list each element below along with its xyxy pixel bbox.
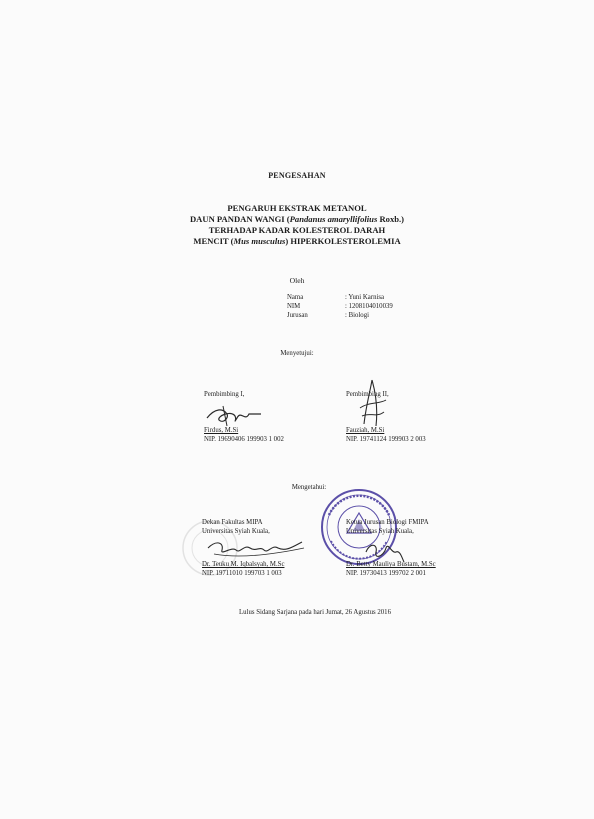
mengetahui-label: Mengetahui: (291, 484, 327, 491)
title-line-2-pre: DAUN PANDAN WANGI ( (189, 214, 290, 224)
title-line-2-post: Roxb.) (377, 214, 405, 224)
title-line-4-species: Mus musculus (233, 236, 286, 246)
advisor-1-name: Firdus, M.Si (204, 427, 239, 434)
student-name-label: Nama (287, 294, 304, 301)
student-name-value: : Yuni Karnisa (345, 294, 385, 301)
title-line-4-pre: MENCIT ( (193, 236, 234, 246)
title-line-1: PENGARUH EKSTRAK METANOL (227, 203, 367, 213)
title-line-2 (0, 214, 594, 225)
dean-university: Universitas Syiah Kuala, (202, 528, 270, 535)
advisor-2-role: Pembimbing II, (346, 391, 389, 398)
graduation-statement: Lulus Sidang Sarjana pada hari Jumat, 26 Agustus 2016 (239, 609, 391, 616)
title-line-4 (0, 236, 594, 247)
head-of-department-role: Ketua Jurusan Biologi FMIPA (346, 519, 429, 526)
head-of-department-name: Dr. Betty Mauliya Bustam, M.Sc (346, 561, 436, 568)
head-of-department-nip: NIP. 19730413 199702 2 001 (346, 570, 426, 577)
dean-nip: NIP. 19711010 199703 1 003 (202, 570, 282, 577)
advisor-2-signature (356, 378, 390, 430)
menyetujui-label: Menyetujui: (280, 350, 314, 357)
advisor-2-nip: NIP. 19741124 199903 2 003 (346, 436, 426, 443)
student-nim-value: : 1208104010039 (345, 303, 393, 310)
advisor-2-name: Fauziah, M.Si (346, 427, 385, 434)
title-line-2-species: Pandanus amaryllifolius (289, 214, 378, 224)
advisor-1-role: Pembimbing I, (204, 391, 245, 398)
oleh-label: Oleh (289, 276, 305, 285)
page-heading: PENGESAHAN (268, 171, 326, 180)
title-line-3: TERHADAP KADAR KOLESTEROL DARAH (208, 225, 386, 235)
dean-name: Dr. Teuku M. Iqbalsyah, M.Sc (202, 561, 285, 568)
head-of-department-university: Universitas Syiah Kuala, (346, 528, 414, 535)
dean-role: Dekan Fakultas MIPA (202, 519, 263, 526)
advisor-1-nip: NIP. 19690406 199903 1 002 (204, 436, 284, 443)
student-nim-label: NIM (287, 303, 301, 310)
student-major-label: Jurusan (287, 312, 308, 319)
advisor-1-signature (205, 404, 265, 428)
title-line-4-post: ) HIPERKOLESTEROLEMIA (285, 236, 401, 246)
dean-signature (206, 536, 306, 560)
student-major-value: : Biologi (345, 312, 369, 319)
